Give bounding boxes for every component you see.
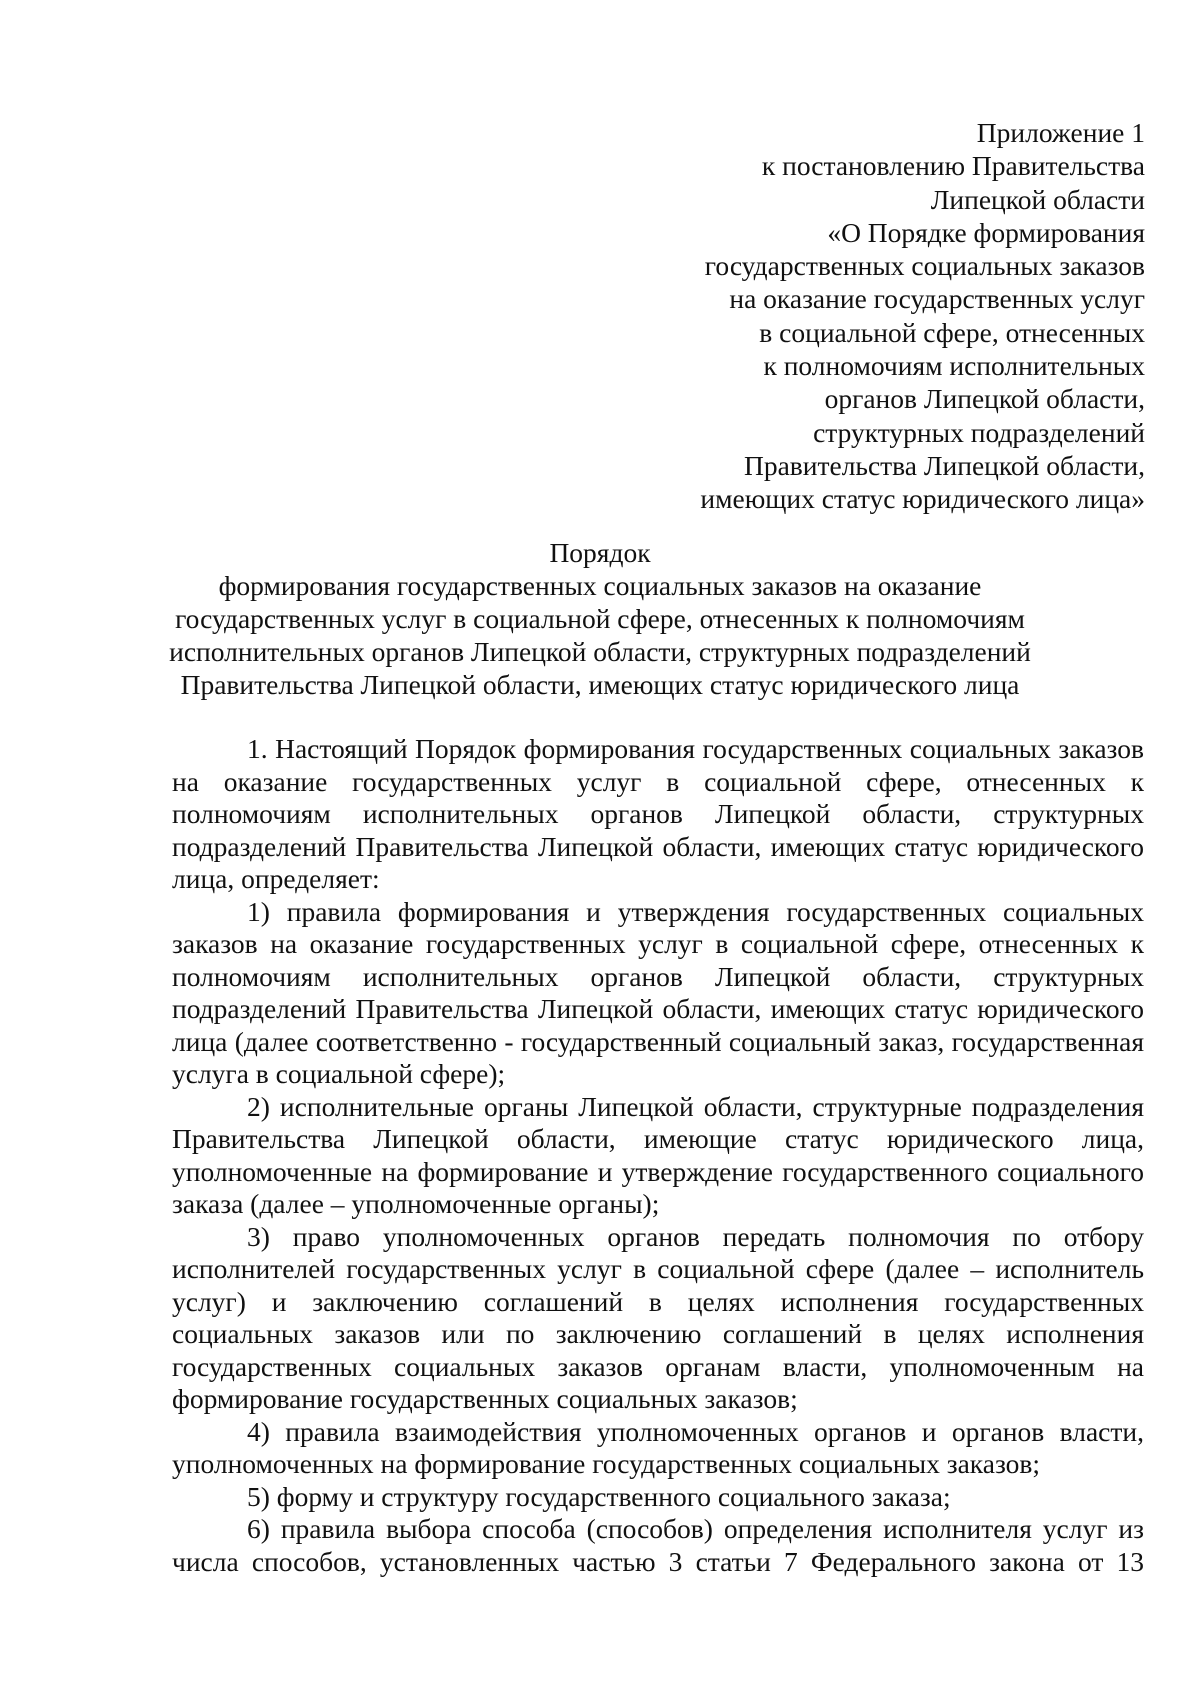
document-body [172, 733, 1144, 1578]
title-heading: Порядок [549, 537, 651, 568]
document-title [160, 536, 1040, 701]
paragraph: 1) правила формирования и утверждения государственных социальных заказов на оказание государственных услуг в социальной сфере, отнесенных к полномочиям исполнительных органов Липецкой области, структурных подразделений Правительства Липецкой области, имеющих статус юридического лица (далее соответственно - государственный социальный заказ, государственная услуга в социальной сфере); [172, 895, 1144, 1089]
paragraph: 2) исполнительные органы Липецкой области, структурные подразделения Правительства Липецкой области, имеющие статус юридического лица, уполномоченные на формирование и утверждение государственного социального заказа (далее – уполномоченные органы); [172, 1090, 1144, 1219]
appendix-header [600, 116, 1145, 516]
appendix-line: к полномочиям исполнительных [763, 350, 1145, 382]
appendix-line: к постановлению Правительства [761, 150, 1145, 182]
appendix-line: «О Порядке формирования [827, 216, 1145, 248]
appendix-line: в социальной сфере, отнесенных [759, 316, 1145, 348]
appendix-line: государственных социальных заказов [704, 250, 1145, 282]
appendix-line: Правительства Липецкой области, [743, 449, 1145, 481]
appendix-line: органов Липецкой области, [824, 383, 1145, 415]
paragraph: 1. Настоящий Порядок формирования государственных социальных заказов на оказание государственных услуг в социальной сфере, отнесенных к полномочиям исполнительных органов Липецкой области, структурных подразделений Правительства Липецкой области, имеющих статус юридического лица, определяет: [172, 733, 1144, 894]
appendix-line: имеющих статус юридического лица» [700, 483, 1145, 515]
paragraph: 5) форму и структуру государственного социального заказа; [247, 1480, 951, 1512]
appendix-line: структурных подразделений [813, 416, 1145, 448]
appendix-line: Липецкой области [930, 183, 1145, 215]
title-line: государственных услуг в социальной сфере, отнесенных к полномочиям [175, 603, 1025, 634]
title-line: Правительства Липецкой области, имеющих статус юридического лица [180, 669, 1020, 700]
appendix-line: Приложение 1 [976, 117, 1145, 148]
appendix-line: на оказание государственных услуг [729, 283, 1145, 315]
paragraph: 4) правила взаимодействия уполномоченных органов и органов власти, уполномоченных на формирование государственных социальных заказов; [172, 1415, 1144, 1479]
title-line: исполнительных органов Липецкой области, структурных подразделений [169, 636, 1031, 667]
paragraph: 6) правила выбора способа (способов) определения исполнителя услуг из числа способов, установленных частью 3 статьи 7 Федерального закона от 13 [172, 1513, 1144, 1577]
paragraph: 3) право уполномоченных органов передать полномочия по отбору исполнителей государственных услуг в социальной сфере (далее – исполнитель услуг) и заключению соглашений в целях исполнения государственных социальных заказов или по заключению соглашений в целях исполнения государственных социальных заказов органам власти, уполномоченным на формирование государственных социальных заказов; [172, 1220, 1144, 1414]
title-line: формирования государственных социальных заказов на оказание [218, 570, 982, 601]
